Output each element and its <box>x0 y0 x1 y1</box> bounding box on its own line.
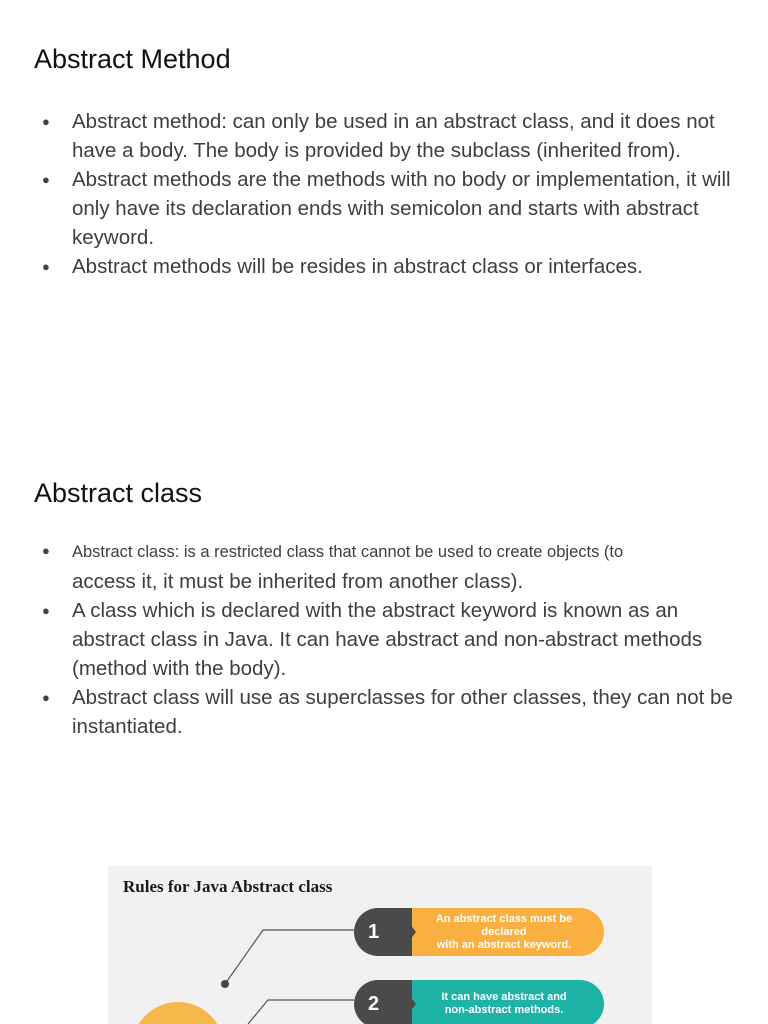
abstract-class-list <box>0 536 740 741</box>
rule-2-arrow-icon <box>398 980 416 1024</box>
list-item: ● Abstract class will use as superclasses for other classes, they can not be instantiated. <box>0 683 740 741</box>
section-title-abstract-method: Abstract Method <box>34 44 231 74</box>
list-item: ● A class which is declared with the abstract keyword is known as an abstract class in Java. It can have abstract and non-abstract methods (method with the body). <box>0 596 740 683</box>
connector-line-2 <box>248 1000 354 1024</box>
list-item: ● Abstract method: can only be used in an abstract class, and it does not have a body. The body is provided by the subclass (inherited from). <box>0 107 740 165</box>
rule-1-arrow-icon <box>398 908 416 956</box>
connector-dot <box>221 980 229 988</box>
infographic-title: Rules for Java Abstract class <box>123 877 333 896</box>
list-item: ● Abstract methods will be resides in abstract class or interfaces. <box>0 252 740 281</box>
rule-item-1 <box>354 908 604 956</box>
list-item <box>0 536 740 596</box>
rule-2-text-line-2: non-abstract methods. <box>444 1004 564 1016</box>
java-abstract-rules-infographic <box>108 866 652 1024</box>
rule-2-text-line-1: It can have abstract and <box>441 991 567 1003</box>
rule-2-number: 2 <box>354 980 412 1024</box>
rule-1-text-pill <box>394 908 604 956</box>
rule-1-text-line-2: with an abstract keyword. <box>436 938 572 951</box>
list-item-continuation: access it, it must be inherited from another class). <box>72 570 524 593</box>
list-item: ● Abstract methods are the methods with no body or implementation, it will only have its declaration ends with semicolon and starts with abstract keyword. <box>0 165 740 252</box>
rule-item-2 <box>354 980 604 1024</box>
decorative-circle-icon <box>132 1002 224 1024</box>
list-item-lead: Abstract class: is a restricted class that cannot be used to create objects (to <box>72 543 624 561</box>
section-title-abstract-class: Abstract class <box>34 478 203 508</box>
rule-2-text-pill <box>394 980 604 1024</box>
connector-line-1 <box>225 930 354 984</box>
rule-1-text-line-1: An abstract class must be declared <box>435 912 573 938</box>
abstract-method-list <box>0 107 740 281</box>
rule-1-number: 1 <box>354 908 412 956</box>
